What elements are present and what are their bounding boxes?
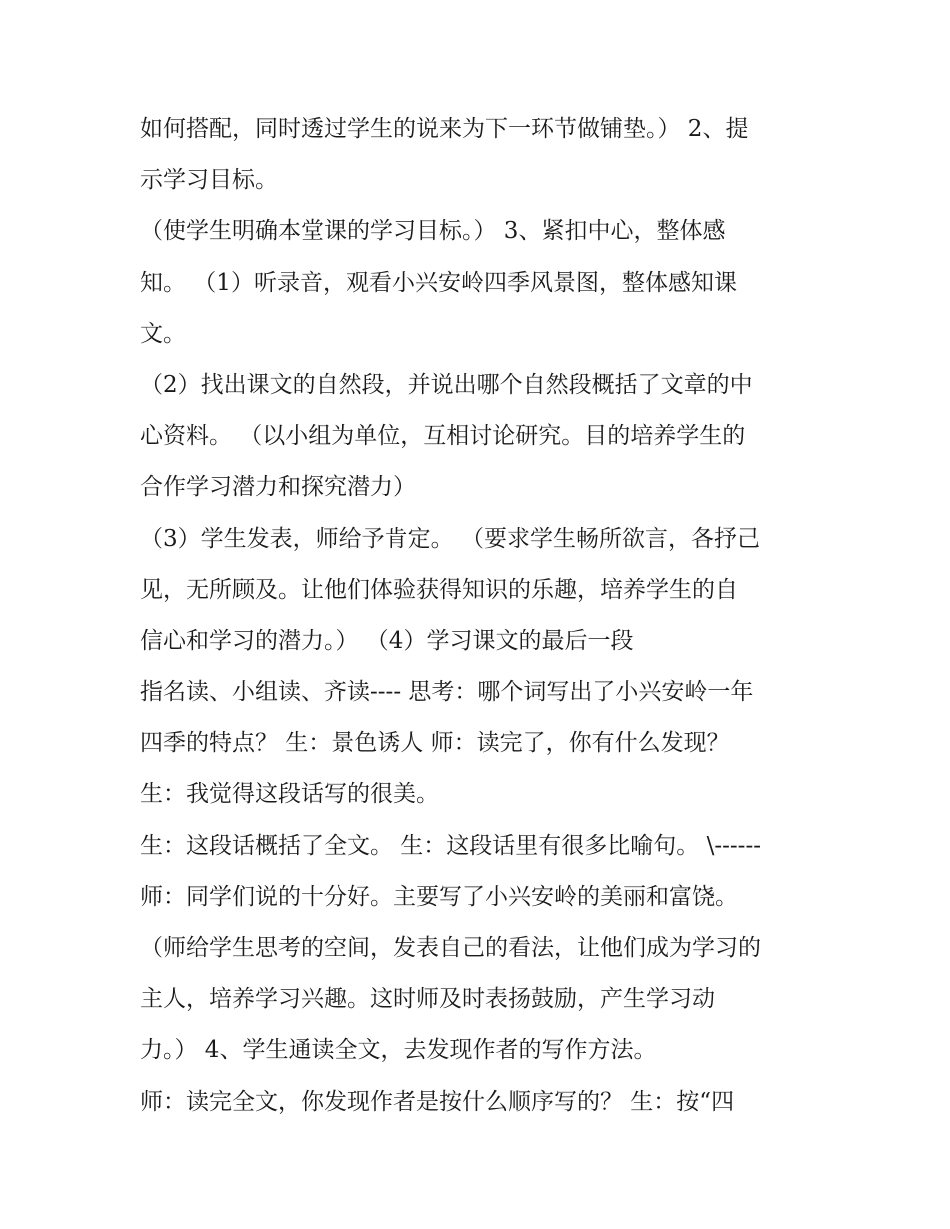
text-line: 心资料。 （以小组为单位，互相讨论研究。目的培养学生的 — [140, 423, 746, 450]
text-line: 生：我觉得这段话写的很美。 — [140, 781, 439, 808]
text-line: 主人，培养学习兴趣。这时师及时表扬鼓励，产生学习动 — [140, 986, 715, 1013]
text-line: 文。 — [140, 320, 186, 347]
text-line: 指名读、小组读、齐读---- 思考：哪个词写出了小兴安岭一年 — [140, 679, 754, 706]
text-line: 见，无所顾及。让他们体验获得知识的乐趣，培养学生的自 — [140, 576, 738, 603]
text-line: 示学习目标。 — [140, 167, 278, 194]
text-line: 如何搭配，同时透过学生的说来为下一环节做铺垫。） 2、提 — [140, 116, 749, 142]
text-line: 四季的特点？ 生：景色诱人 师：读完了，你有什么发现？ — [140, 730, 730, 757]
text-line: （2）找出课文的自然段，并说出哪个自然段概括了文章的中 — [140, 371, 753, 398]
text-line: 生：这段话概括了全文。 生：这段话里有很多比喻句。 \------ — [140, 832, 761, 859]
text-line: （师给学生思考的空间，发表自己的看法，让他们成为学习的 — [140, 935, 761, 961]
text-line: 合作学习潜力和探究潜力） — [140, 474, 416, 501]
text-line: 师：读完全文，你发现作者是按什么顺序写的？ 生：按“四 — [140, 1088, 735, 1115]
text-line: 力。） 4、学生通读全文，去发现作者的写作方法。 — [140, 1037, 657, 1064]
text-line: 师：同学们说的十分好。主要写了小兴安岭的美丽和富饶。 — [140, 883, 738, 910]
text-line: （使学生明确本堂课的学习目标。） 3、紧扣中心，整体感 — [140, 218, 726, 245]
text-line: 信心和学习的潜力。） （4）学习课文的最后一段 — [140, 627, 634, 654]
text-line: （3）学生发表，师给予肯定。 （要求学生畅所欲言，各抒己 — [140, 525, 760, 552]
text-line: 知。 （1）听录音，观看小兴安岭四季风景图，整体感知课 — [140, 269, 737, 296]
body-text — [140, 104, 820, 1128]
